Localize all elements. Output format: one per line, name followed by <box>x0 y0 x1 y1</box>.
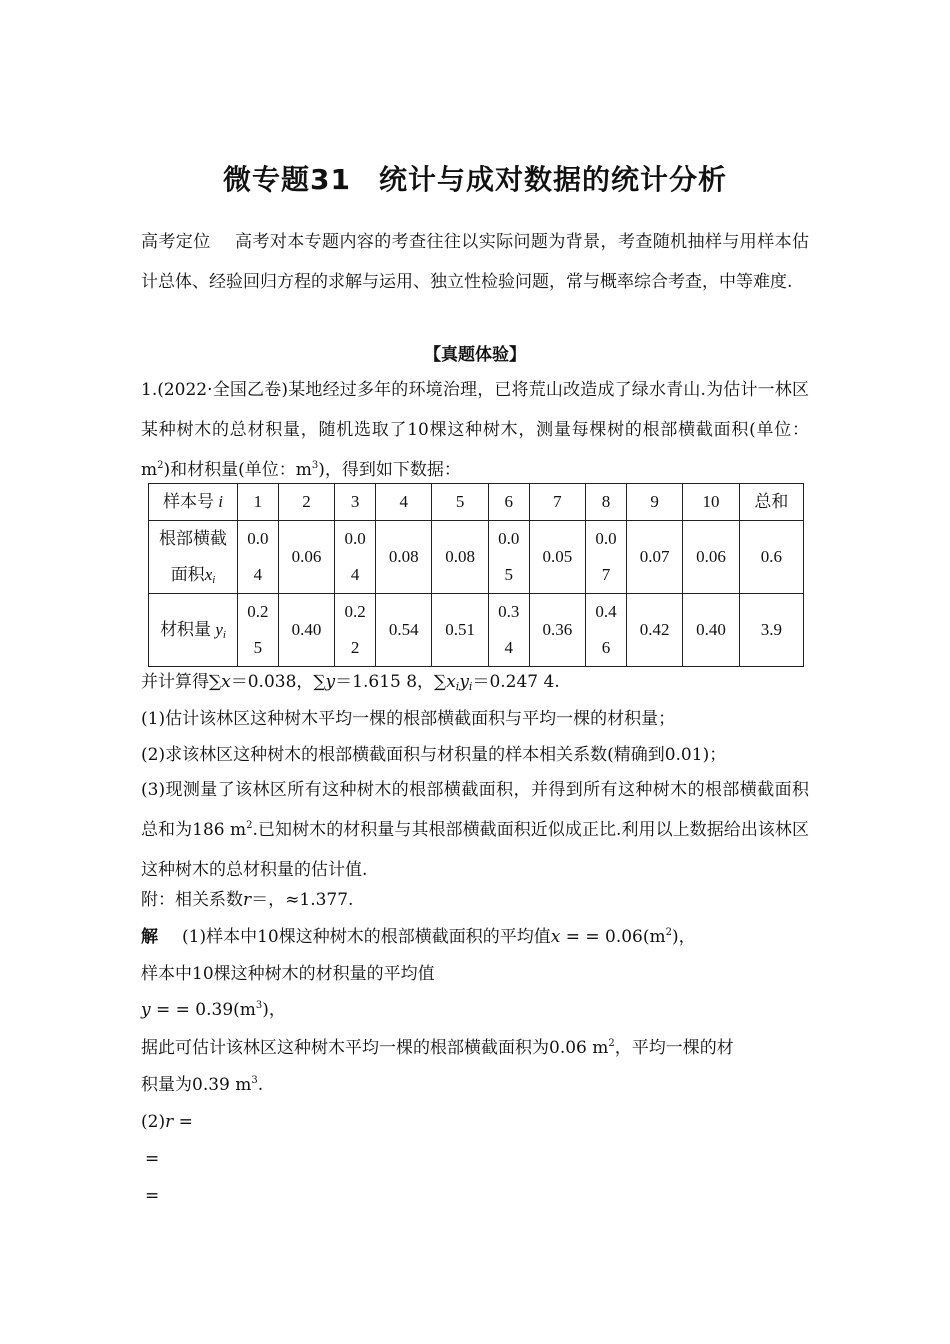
cell-y-4: 0.54 <box>376 594 432 667</box>
problem-stem: 1.(2022·全国乙卷)某地经过多年的环境治理，已将荒山改造成了绿水青山.为估计一林区某种树木的总材积量，随机选取了10棵这种树木，测量每棵树的根部横截面积(单位：$m^2$)和材积量(单位：$m^3$)，得到如下数据： <box>141 380 809 480</box>
intro-label: 高考定位 <box>141 232 211 252</box>
cell-y-7: 0.36 <box>529 594 585 667</box>
cell-x-2: 0.06 <box>278 521 334 594</box>
solution-line-6: (2)r = <box>141 1112 193 1132</box>
cell-x-4: 0.08 <box>376 521 432 594</box>
table-header-cell: 2 <box>278 484 334 521</box>
table-header-cell: 7 <box>529 484 585 521</box>
cell-x-total: 0.6 <box>739 521 803 594</box>
table-header-cell: 3 <box>335 484 376 521</box>
cell-y-2: 0.40 <box>278 594 334 667</box>
intro-paragraph <box>141 222 809 302</box>
cell-x-7: 0.05 <box>529 521 585 594</box>
section-heading: 【真题体验】 <box>424 345 526 365</box>
cell-x-6: 0.0 5 <box>488 521 529 594</box>
row-y-label: 材积量 $y_i$ <box>149 594 238 667</box>
cell-x-10: 0.06 <box>683 521 739 594</box>
solution-label: 解 <box>141 927 158 947</box>
solution-line-3: y = = $0.39(m^3)$， <box>141 1000 286 1020</box>
solution-line-8: = <box>145 1186 160 1206</box>
cell-x-8: 0.0 7 <box>586 521 627 594</box>
cell-x-5: 0.08 <box>432 521 488 594</box>
cell-y-3: 0.2 2 <box>335 594 376 667</box>
intro-text: 高考对本专题内容的考查往往以实际问题为背景，考查随机抽样与用样本估计总体、经验回归方程的求解与运用、独立性检验问题，常与概率综合考查，中等难度. <box>141 232 810 292</box>
table-header-cell: 10 <box>683 484 739 521</box>
solution-line-2: 样本中10棵这种树木的材积量的平均值 <box>141 964 435 984</box>
table-row <box>149 594 804 667</box>
cell-y-9: 0.42 <box>626 594 682 667</box>
page-title <box>0 158 950 198</box>
table-header-cell: 1 <box>238 484 279 521</box>
cell-x-3: 0.0 4 <box>335 521 376 594</box>
solution-line-1: 解 (1)样本中10棵这种树木的根部横截面积的平均值x = = $0.06(m^2)$， <box>141 927 696 947</box>
table-header-cell: 9 <box>626 484 682 521</box>
solution-line-7: = <box>145 1149 160 1169</box>
cell-y-total: 3.9 <box>739 594 803 667</box>
table-header-label: 样本号 i <box>149 484 238 521</box>
table-header-cell: 总和 <box>739 484 803 521</box>
question-2: (2)求该林区这种树木的根部横截面积与材积量的样本相关系数(精确到0.01)； <box>141 745 727 765</box>
solution-line-4: 据此可估计该林区这种树木平均一棵的根部横截面积为0.06 $m^2$，平均一棵的材 <box>141 1038 734 1058</box>
appendix-formula: 附：相关系数r＝，≈1.377. <box>141 890 354 910</box>
cell-y-1: 0.2 5 <box>238 594 279 667</box>
solution-line-5: 积量为0.39 $m^3$. <box>141 1075 264 1095</box>
title-part1: 微专题31 <box>223 163 351 196</box>
cell-x-9: 0.07 <box>626 521 682 594</box>
computed-sums: 并计算得∑x＝0.038，∑y＝1.615 8，$\sum x_iy_i=0.247$ 4. <box>141 672 560 693</box>
table-row <box>149 484 804 521</box>
question-3: (3)现测量了该林区所有这种树木的根部横截面积，并得到所有这种树木的根部横截面积总和为186 $m^2$.已知树木的材积量与其根部横截面积近似成正比.利用以上数据给出该林区这种树木的总材积量的估计值. <box>141 780 809 880</box>
table-header-cell: 4 <box>376 484 432 521</box>
cell-y-6: 0.3 4 <box>488 594 529 667</box>
table-header-cell: 5 <box>432 484 488 521</box>
title-part2: 统计与成对数据的统计分析 <box>378 163 727 196</box>
cell-y-5: 0.51 <box>432 594 488 667</box>
row-x-label: 根部横截 面积$x_i$ <box>149 521 238 594</box>
cell-y-8: 0.4 6 <box>586 594 627 667</box>
cell-x-1: 0.0 4 <box>238 521 279 594</box>
cell-y-10: 0.40 <box>683 594 739 667</box>
data-table <box>148 483 804 667</box>
question-1: (1)估计该林区这种树木平均一棵的根部横截面积与平均一棵的材积量； <box>141 709 676 729</box>
table-header-cell: 6 <box>488 484 529 521</box>
table-header-cell: 8 <box>586 484 627 521</box>
table-row <box>149 521 804 594</box>
